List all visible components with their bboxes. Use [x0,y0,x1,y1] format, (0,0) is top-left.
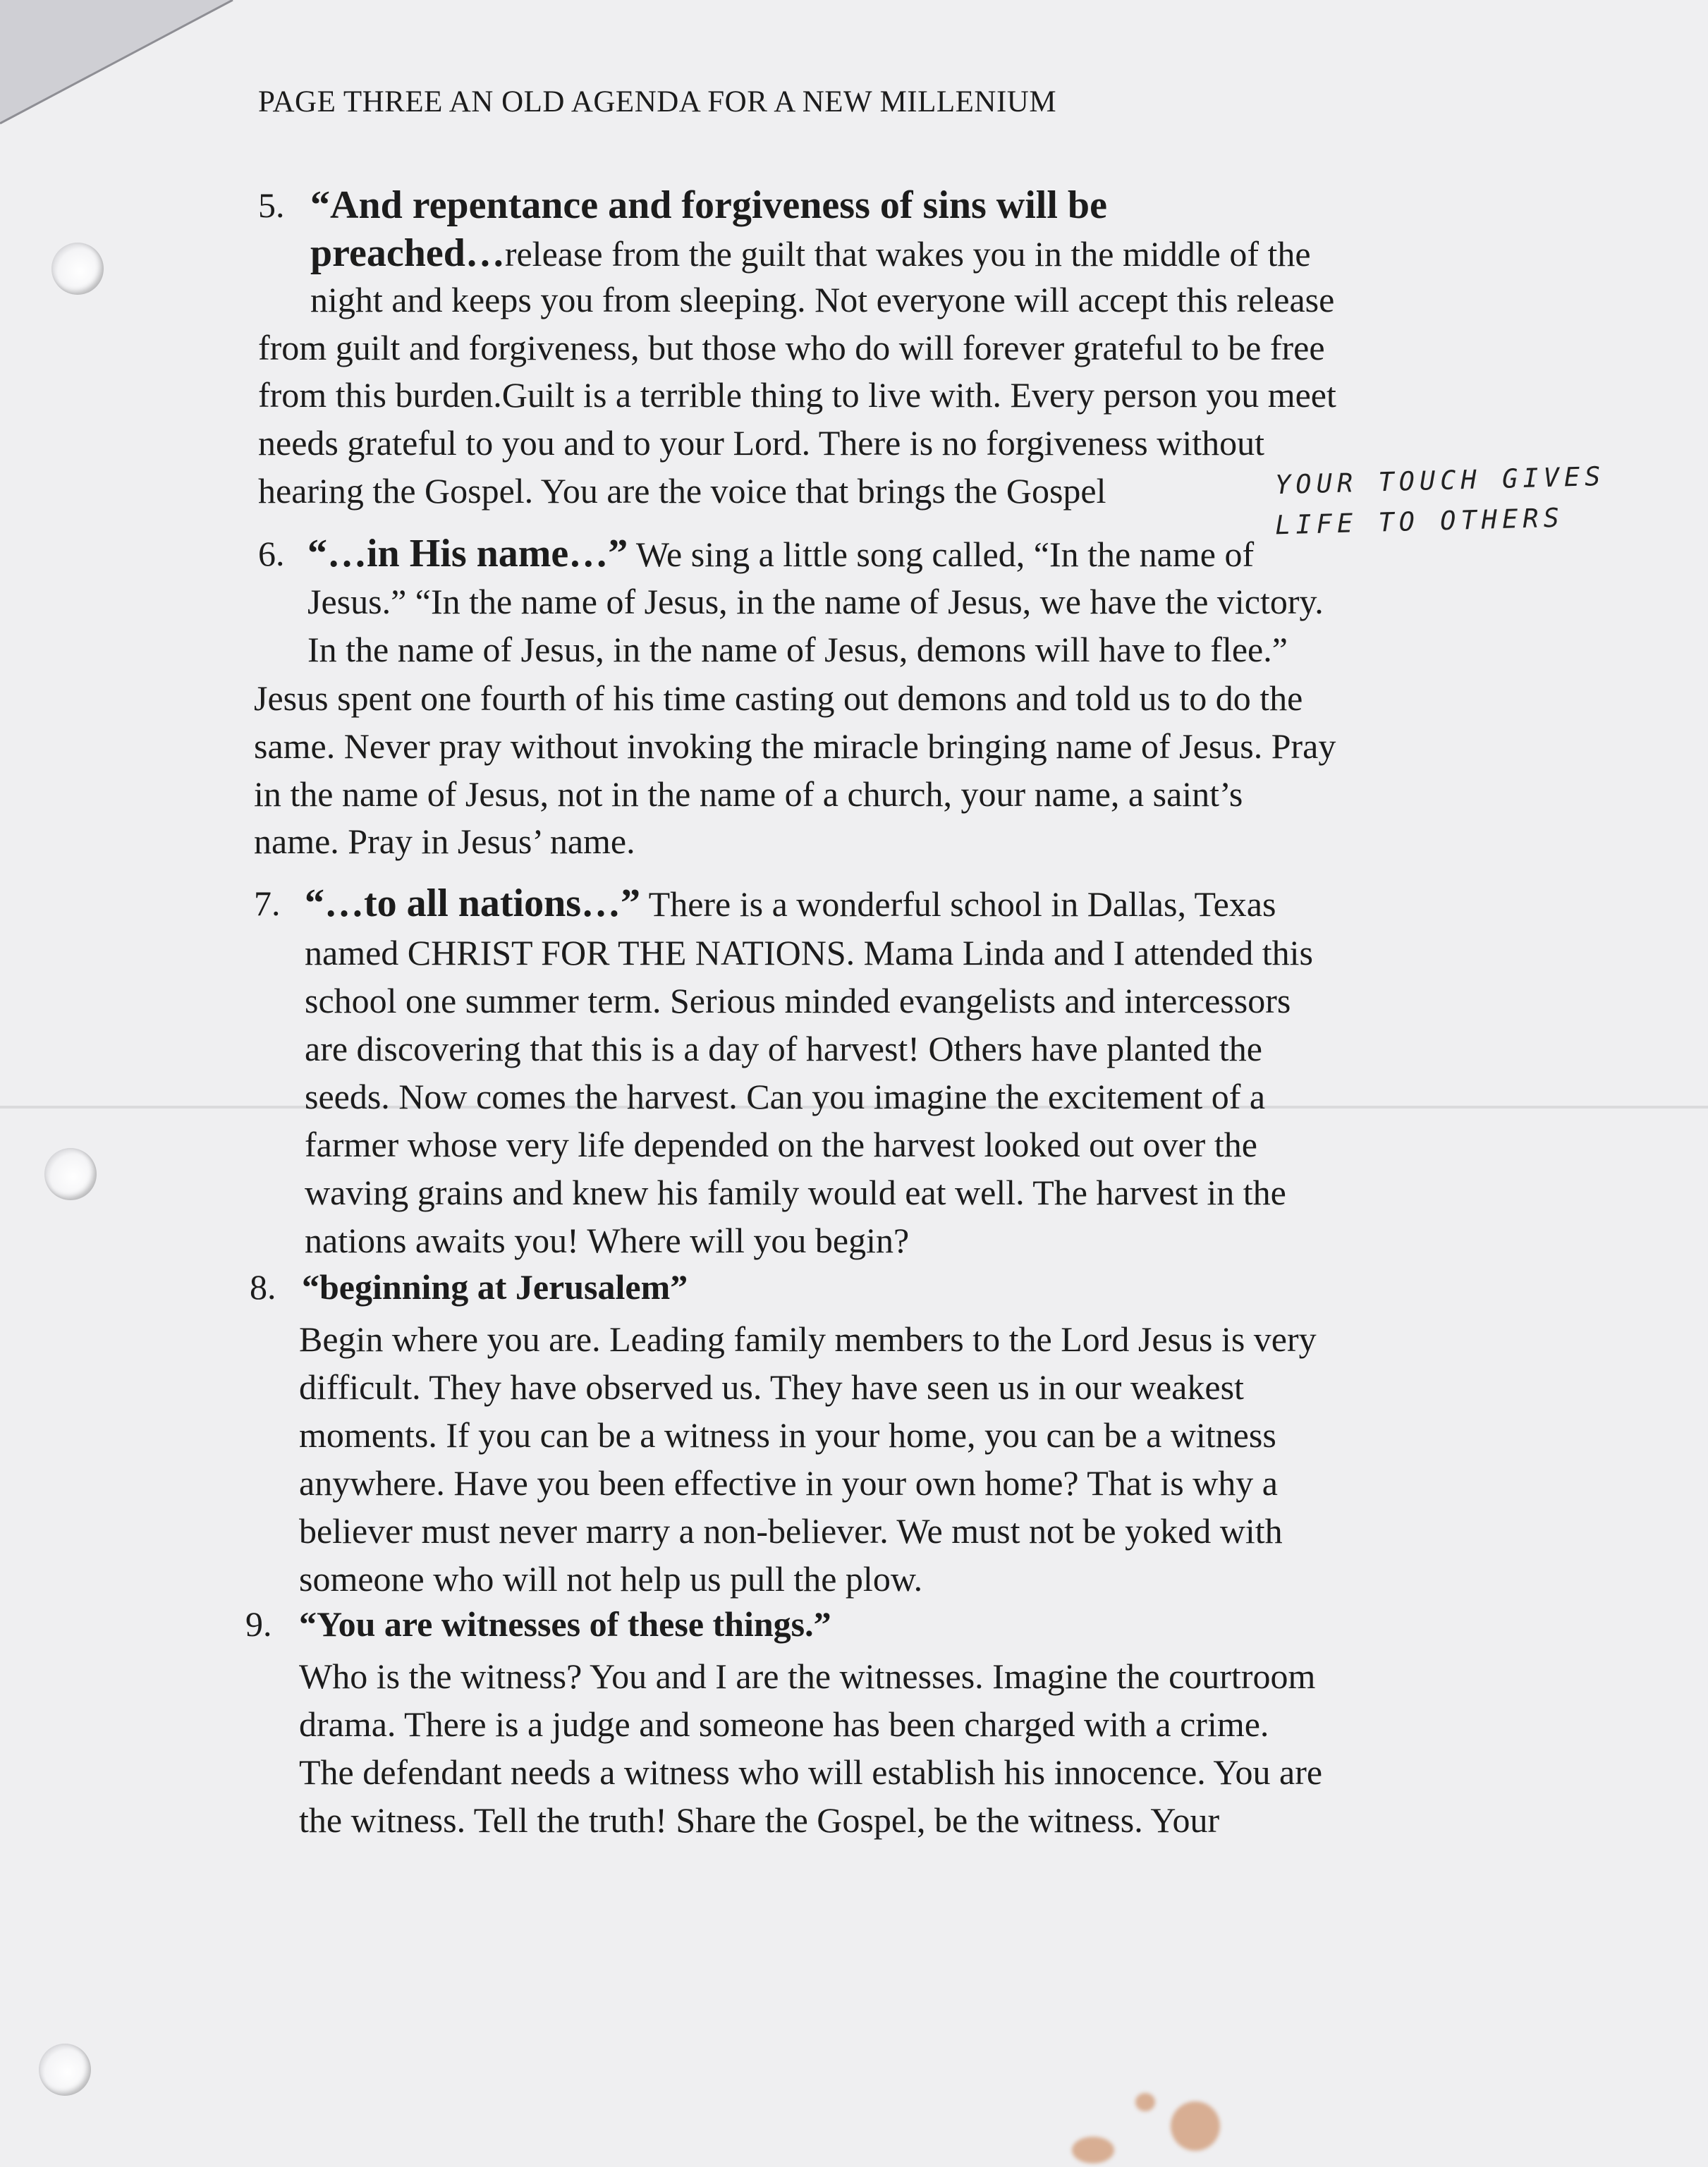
text-segment: from this burden.Guilt is a terrible thing to live with. Every person you meet [258,375,1336,415]
text-line [299,1749,1322,1797]
text-line [302,1264,688,1312]
handwritten-note-line-1: YOUR TOUCH GIVES [1274,460,1606,501]
text-line [254,675,1303,723]
text-segment: named CHRIST FOR THE NATIONS. Mama Linda and I attended this [305,933,1313,972]
bold-scripture-phrase: “…in His name…” [307,532,628,575]
text-segment: are discovering that this is a day of harvest! Others have planted the [305,1029,1262,1068]
text-segment: difficult. They have observed us. They have seen us in our weakest [299,1367,1244,1407]
text-line [307,530,1254,579]
text-line [310,230,1311,279]
punch-hole-bottom [39,2044,91,2096]
punch-hole-middle [44,1148,97,1200]
item-number: 9. [245,1604,272,1644]
text-line [299,1701,1269,1749]
text-line [254,771,1243,819]
text-segment: drama. There is a judge and someone has been charged with a crime. [299,1704,1269,1744]
punch-hole-top [51,243,104,295]
text-segment: in the name of Jesus, not in the name of a church, your name, a saint’s [254,774,1243,814]
text-line [299,1508,1283,1556]
text-segment: release from the guilt that wakes you in the middle of the [504,234,1311,274]
text-line [305,1169,1286,1217]
text-line [310,276,1334,324]
text-line [258,324,1325,372]
text-line [254,818,635,866]
text-segment: Jesus.” “In the name of Jesus, in the name of Jesus, we have the victory. [307,582,1324,621]
text-segment: waving grains and knew his family would eat well. The harvest in the [305,1173,1286,1212]
text-line [307,626,1288,674]
bold-scripture-phrase: “…to all nations…” [305,881,641,925]
text-segment: Jesus spent one fourth of his time casting out demons and told us to do the [254,678,1303,718]
text-line [258,468,1106,515]
handwritten-note-line-2: LIFE TO OTHERS [1274,502,1565,541]
text-line [299,1412,1276,1460]
item-number: 8. [250,1267,276,1307]
text-segment: Who is the witness? You and I are the witnesses. Imagine the courtroom [299,1656,1316,1696]
bold-scripture-phrase: “beginning at Jerusalem” [302,1267,688,1307]
text-line [258,420,1264,468]
text-segment: the witness. Tell the truth! Share the Gospel, be the witness. Your [299,1800,1220,1840]
text-segment: There is a wonderful school in Dallas, Texas [640,884,1276,924]
item-number: 5. [258,185,285,225]
text-line [299,1653,1315,1701]
text-line [307,578,1324,626]
text-line [299,1364,1244,1412]
text-segment: anywhere. Have you been effective in your own home? That is why a [299,1463,1278,1503]
text-segment: hearing the Gospel. You are the voice that brings the Gospel [258,471,1106,511]
text-segment: same. Never pray without invoking the miracle bringing name of Jesus. Pray [254,726,1336,766]
text-line [305,929,1313,977]
text-line [310,182,1107,231]
text-segment: from guilt and forgiveness, but those who do will forever grateful to be free [258,328,1325,367]
text-segment: The defendant needs a witness who will establish his innocence. You are [299,1752,1323,1792]
item-number: 7. [254,884,281,923]
text-line [299,1460,1278,1508]
text-line [254,723,1336,771]
text-segment: In the name of Jesus, in the name of Jesus, demons will have to flee.” [307,630,1288,669]
text-segment: someone who will not help us pull the plow. [299,1559,923,1599]
stain-mark [1072,2137,1114,2163]
text-line [299,1601,831,1649]
text-segment: name. Pray in Jesus’ name. [254,822,635,861]
text-line [305,1217,909,1265]
text-segment: moments. If you can be a witness in your home, you can be a witness [299,1415,1276,1455]
text-segment: night and keeps you from sleeping. Not everyone will accept this release [310,280,1335,319]
text-line [305,1073,1265,1121]
text-line [305,1025,1262,1073]
text-line [299,1797,1219,1845]
text-segment: Begin where you are. Leading family members to the Lord Jesus is very [299,1319,1317,1359]
text-segment: nations awaits you! Where will you begin? [305,1221,910,1260]
text-segment: farmer whose very life depended on the harvest looked out over the [305,1125,1257,1164]
text-line [305,977,1291,1025]
text-segment: needs grateful to you and to your Lord. There is no forgiveness without [258,423,1265,463]
text-segment: school one summer term. Serious minded evangelists and intercessors [305,981,1291,1020]
bold-scripture-phrase: “And repentance and forgiveness of sins will be [310,183,1107,227]
stain-mark [1135,2093,1155,2111]
item-number: 6. [258,534,285,573]
bold-scripture-phrase: “You are witnesses of these things.” [299,1604,831,1644]
text-segment: seeds. Now comes the harvest. Can you imagine the excitement of a [305,1077,1266,1116]
text-line [299,1316,1317,1364]
stain-mark [1171,2101,1220,2151]
text-segment: We sing a little song called, “In the name of [628,535,1255,574]
bold-scripture-phrase: preached… [310,231,505,275]
text-line [305,1121,1257,1169]
folded-corner [0,0,268,141]
text-line [305,880,1276,929]
text-segment: believer must never marry a non-believer. We must not be yoked with [299,1511,1283,1551]
text-line [299,1556,922,1604]
page-header: PAGE THREE AN OLD AGENDA FOR A NEW MILLENIUM [258,85,1057,118]
text-line [258,372,1336,420]
